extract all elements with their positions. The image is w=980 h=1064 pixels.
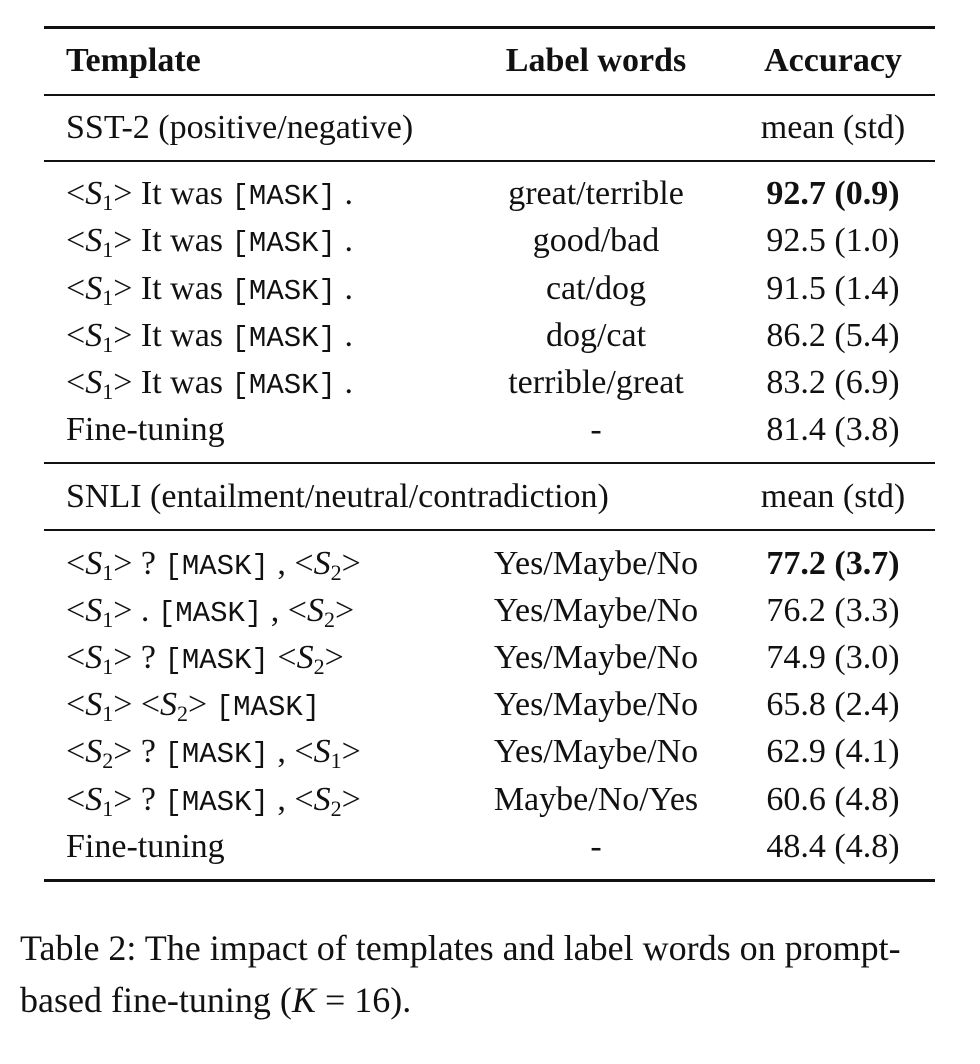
section-rule-snli bbox=[44, 529, 935, 531]
snli-label-6: Maybe/No/Yes bbox=[493, 781, 699, 818]
snli-label-5: Yes/Maybe/No bbox=[493, 733, 699, 770]
snli-acc-2: 76.2 (3.3) bbox=[766, 592, 900, 629]
snli-acc-4: 65.8 (2.4) bbox=[766, 686, 900, 723]
snli-template-5: $<S_2>$ ? [MASK] , $<S_1>$ bbox=[66, 733, 361, 773]
caption-close: ). bbox=[390, 980, 412, 1020]
snli-template-4: $<S_1> <S_2>$ [MASK] bbox=[66, 686, 321, 726]
section-title-sst2: SST-2 (positive/negative) bbox=[66, 109, 414, 146]
sst2-acc-4: 86.2 (5.4) bbox=[766, 317, 900, 354]
sst2-template-4: $<S_1> It$ was [MASK] . bbox=[66, 317, 353, 357]
snli-label-3: Yes/Maybe/No bbox=[493, 639, 699, 676]
bottom-rule bbox=[44, 879, 935, 882]
header-accuracy: Accuracy bbox=[764, 42, 902, 79]
sst2-template-3: $<S_1> It$ was [MASK] . bbox=[66, 270, 353, 310]
sst2-label-3: cat/dog bbox=[545, 270, 647, 307]
section-title-snli: SNLI (entailment/neutral/contradiction) bbox=[66, 478, 609, 515]
section-rule-sst2 bbox=[44, 160, 935, 162]
sst2-template-2: $<S_1> It$ was [MASK] . bbox=[66, 222, 353, 262]
snli-template-1: $<S_1>$ ? [MASK] , $<S_2>$ bbox=[66, 545, 361, 585]
sst2-template-1: $<S_1> It$ was [MASK] . bbox=[66, 175, 353, 215]
snli-template-6: $<S_1>$ ? [MASK] , $<S_2>$ bbox=[66, 781, 361, 821]
header-template: Template bbox=[66, 42, 201, 79]
caption-eq: = 16 bbox=[315, 980, 391, 1020]
caption-k: K bbox=[291, 980, 316, 1020]
snli-template-2: $<S_1>$ . [MASK] , $<S_2>$ bbox=[66, 592, 355, 632]
snli-acc-6: 60.6 (4.8) bbox=[766, 781, 900, 818]
sst2-acc-1: 92.7 (0.9) bbox=[766, 175, 900, 212]
sst2-acc-5: 83.2 (6.9) bbox=[766, 364, 900, 401]
snli-label-1: Yes/Maybe/No bbox=[493, 545, 699, 582]
sst2-label-4: dog/cat bbox=[545, 317, 647, 354]
snli-finetune-acc: 48.4 (4.8) bbox=[766, 828, 900, 865]
sst2-finetune-label: - bbox=[590, 411, 602, 448]
sst2-label-1: great/terrible bbox=[508, 175, 684, 212]
sst2-template-5: $<S_1> It$ was [MASK] . bbox=[66, 364, 353, 404]
snli-label-4: Yes/Maybe/No bbox=[493, 686, 699, 723]
sst2-acc-2: 92.5 (1.0) bbox=[766, 222, 900, 259]
top-rule bbox=[44, 26, 935, 29]
sst2-label-2: good/bad bbox=[532, 222, 660, 259]
sst2-acc-3: 91.5 (1.4) bbox=[766, 270, 900, 307]
snli-label-2: Yes/Maybe/No bbox=[493, 592, 699, 629]
snli-finetune-label: - bbox=[590, 828, 602, 865]
sst2-label-5: terrible/great bbox=[508, 364, 684, 401]
snli-template-3: $<S_1>$ ? [MASK] $<S_2>$ bbox=[66, 639, 344, 679]
sst2-finetune-acc: 81.4 (3.8) bbox=[766, 411, 900, 448]
section-divider bbox=[44, 462, 935, 464]
snli-finetune-name: Fine-tuning bbox=[66, 828, 225, 865]
header-label-words: Label words bbox=[505, 42, 687, 79]
caption-label: Table 2: bbox=[20, 928, 137, 968]
snli-acc-5: 62.9 (4.1) bbox=[766, 733, 900, 770]
caption-text: The impact of templates and label words on prompt-based fine-tuning ( bbox=[20, 928, 901, 1020]
sst2-finetune-name: Fine-tuning bbox=[66, 411, 225, 448]
table-caption bbox=[20, 922, 970, 1026]
section-metric-snli: mean (std) bbox=[760, 478, 906, 515]
snli-acc-1: 77.2 (3.7) bbox=[766, 545, 900, 582]
header-rule bbox=[44, 94, 935, 96]
snli-acc-3: 74.9 (3.0) bbox=[766, 639, 900, 676]
section-metric-sst2: mean (std) bbox=[760, 109, 906, 146]
